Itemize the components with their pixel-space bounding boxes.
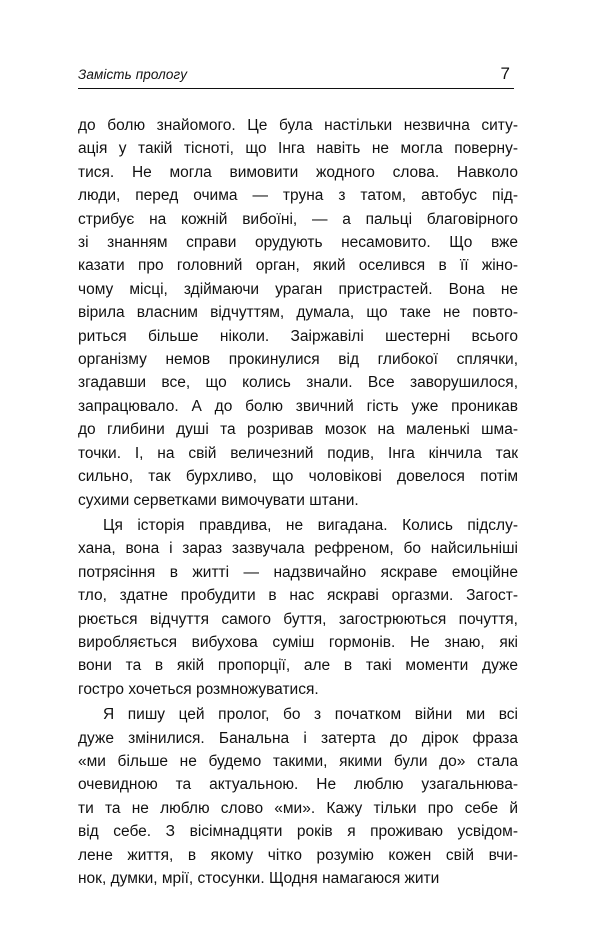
text-line: вони та в якій пропорції, але в такі моменти дуже	[78, 657, 518, 675]
text-line: вірила власним відчуттям, думала, що таке не повто-	[78, 304, 518, 322]
text-line: до болю знайомого. Це була настільки незвична ситу-	[78, 117, 518, 134]
text-line: до глибини душі та розривав мозок на маленькі шма-	[78, 421, 518, 439]
text-line: очевидною та актуальною. Не люблю узагальнюва-	[78, 776, 518, 794]
text-line: стрибує на кожній вибоїні, — а пальці благовірного	[78, 210, 518, 228]
text-line: точки. І, на свій величезний подив, Інга кінчила так	[78, 444, 518, 462]
text-line: зі знанням справи орудують несамовито. Що вже	[78, 234, 518, 252]
text-line: «ми більше не будемо такими, якими були до» стала	[78, 752, 518, 770]
text-line: тло, здатне пробудити в нас яскраві оргазми. Загост-	[78, 587, 518, 605]
text-line: сухими серветками вимочувати штани.	[78, 491, 359, 509]
running-head	[78, 66, 514, 92]
text-line: потрясіння в житті — надзвичайно яскраве емоційне	[78, 563, 518, 581]
text-line: рюється відчуття самого буття, загострюються почуття,	[78, 610, 518, 628]
text-line: ація у такій тісноті, що Інга навіть не могла поверну-	[78, 140, 518, 158]
text-line: чому місці, здіймаючи ураган пристрастей. Вона не	[78, 280, 518, 298]
paragraph	[78, 114, 518, 512]
body-text	[78, 114, 518, 890]
paragraph	[78, 514, 518, 701]
text-line: організму немов прокинулися від глибокої сплячки,	[78, 351, 518, 369]
text-line: від себе. З вісімнадцяти років я проживаю усвідом-	[78, 823, 518, 841]
text-line: сильно, так бурхливо, що чоловікові довелося потім	[78, 468, 518, 486]
page-number: 7	[500, 64, 510, 83]
text-line: Я пишу цей пролог, бо з початком війни ми всі	[103, 706, 518, 724]
text-line: риться більше ніколи. Заіржавілі шестерні всього	[78, 327, 518, 345]
text-line: нок, думки, мрії, стосунки. Щодня намагаюся жити	[78, 870, 440, 887]
paragraph	[78, 703, 518, 890]
text-line: хана, вона і зараз зазвучала рефреном, бо найсильніші	[78, 540, 518, 558]
text-line: дуже змінилися. Банальна і затерта до дірок фраза	[78, 729, 518, 747]
text-line: ти та не люблю слово «ми». Кажу тільки про себе й	[78, 799, 518, 817]
text-line: гостро хочеться розмножуватися.	[78, 680, 319, 698]
text-line: запрацювало. А до болю звичний гість уже проникав	[78, 397, 518, 415]
header-rule	[78, 88, 514, 89]
text-line: тися. Не могла вимовити жодного слова. Навколо	[78, 163, 518, 181]
text-line: Ця історія правдива, не вигадана. Колись підслу-	[103, 516, 518, 534]
text-line: згадавши все, що колись знали. Все заворушилося,	[78, 374, 518, 392]
text-line: лене життя, в якому чітко розумію кожен свій вчи-	[78, 846, 518, 864]
text-line: люди, перед очима — труна з татом, автобус під-	[78, 187, 518, 205]
text-line: виробляється вибухова суміш гормонів. Не знаю, які	[78, 633, 518, 651]
text-line: казати про головний орган, який оселився в її жіно-	[78, 257, 518, 275]
running-title: Замість прологу	[78, 67, 188, 82]
